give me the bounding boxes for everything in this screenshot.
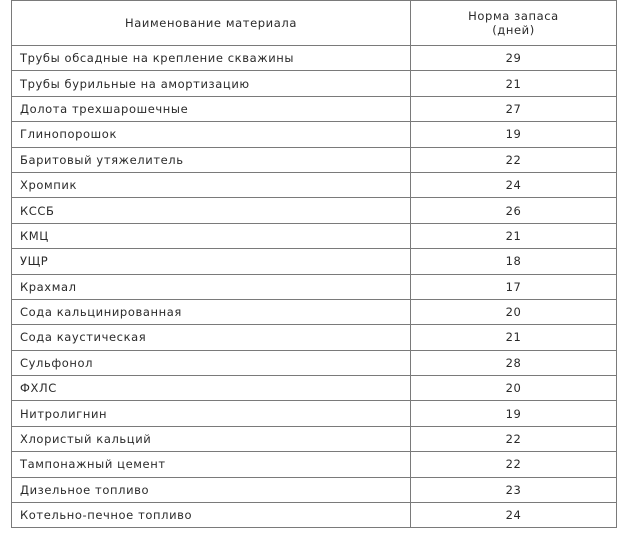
table-row [12,46,617,71]
header-stock-norm-line1: Норма запаса [468,9,559,23]
stock-norm-cell: 21 [411,71,617,96]
header-stock-norm [411,1,617,46]
material-name-cell: УЩР [12,249,411,274]
table-row [12,503,617,528]
table-row [12,249,617,274]
table-row [12,401,617,426]
stock-norm-cell: 21 [411,325,617,350]
material-name-cell: Хромпик [12,172,411,197]
material-name-cell: Крахмал [12,274,411,299]
table-row [12,223,617,248]
table-row [12,376,617,401]
stock-norm-cell: 27 [411,96,617,121]
stock-norm-cell: 24 [411,503,617,528]
stock-norm-cell: 22 [411,147,617,172]
materials-table-container [11,0,616,528]
table-row [12,198,617,223]
material-name-cell: Котельно-печное топливо [12,503,411,528]
material-name-cell: КССБ [12,198,411,223]
stock-norm-cell: 20 [411,376,617,401]
table-row [12,96,617,121]
table-row [12,122,617,147]
stock-norm-cell: 24 [411,172,617,197]
table-row [12,274,617,299]
table-row [12,325,617,350]
material-name-cell: Хлористый кальций [12,426,411,451]
stock-norm-cell: 19 [411,122,617,147]
table-row [12,452,617,477]
material-name-cell: Трубы бурильные на амортизацию [12,71,411,96]
stock-norm-cell: 18 [411,249,617,274]
header-row [12,1,617,46]
material-name-cell: Сульфонол [12,350,411,375]
table-header [12,1,617,46]
table-row [12,71,617,96]
table-row [12,350,617,375]
header-material-name: Наименование материала [12,1,411,46]
material-name-cell: Тампонажный цемент [12,452,411,477]
material-name-cell: Сода кальцинированная [12,299,411,324]
material-name-cell: Трубы обсадные на крепление скважины [12,46,411,71]
table-row [12,147,617,172]
table-row [12,477,617,502]
table-row [12,299,617,324]
table-row [12,426,617,451]
material-name-cell: Глинопорошок [12,122,411,147]
material-name-cell: КМЦ [12,223,411,248]
stock-norm-cell: 21 [411,223,617,248]
materials-stock-table [11,0,617,528]
stock-norm-cell: 28 [411,350,617,375]
table-body [12,46,617,528]
material-name-cell: Долота трехшарошечные [12,96,411,121]
header-stock-norm-line2: (дней) [492,23,535,37]
stock-norm-cell: 22 [411,452,617,477]
stock-norm-cell: 26 [411,198,617,223]
stock-norm-cell: 17 [411,274,617,299]
stock-norm-cell: 23 [411,477,617,502]
stock-norm-cell: 22 [411,426,617,451]
material-name-cell: Нитролигнин [12,401,411,426]
stock-norm-cell: 29 [411,46,617,71]
stock-norm-cell: 20 [411,299,617,324]
material-name-cell: Баритовый утяжелитель [12,147,411,172]
stock-norm-cell: 19 [411,401,617,426]
material-name-cell: Сода каустическая [12,325,411,350]
material-name-cell: Дизельное топливо [12,477,411,502]
material-name-cell: ФХЛС [12,376,411,401]
table-row [12,172,617,197]
